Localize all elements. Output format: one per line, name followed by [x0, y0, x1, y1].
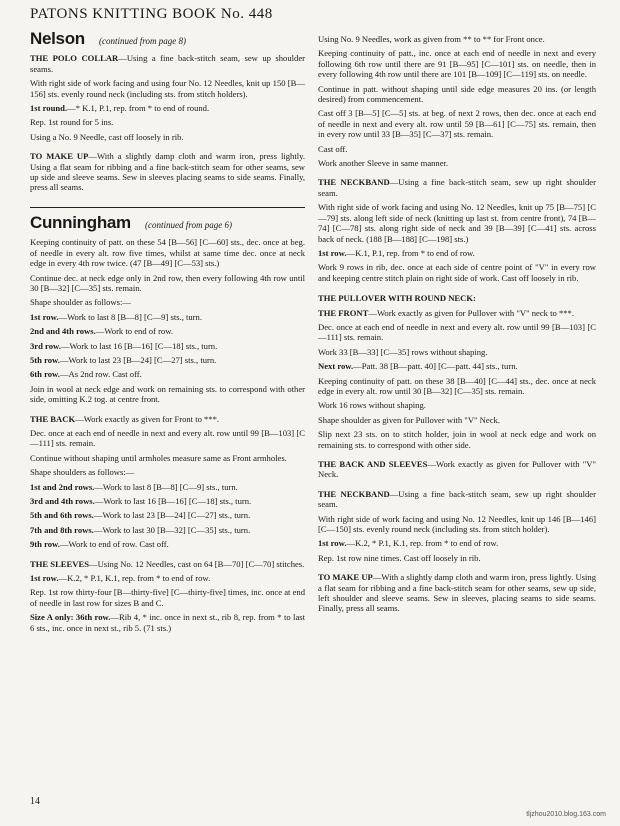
paragraph	[318, 459, 596, 480]
paragraph-text: —* K.1, P.1, rep. from * to end of round.	[67, 103, 210, 114]
page-header: PATONS KNITTING BOOK No. 448	[30, 6, 273, 22]
paragraph: With right side of work facing and using No. 12 Needles, knit up 75 [B—75] [C—79] sts. along left side of neck (knitting up last st. from centre front), 74 [B—74] [C—78] sts. along right side of neck and 39 [B—39] [C—41] sts. across back of neck. (188 [B—188] [C—198] sts.)	[318, 202, 596, 244]
paragraph-text: —Work exactly as given for Pullover with "V" Neck.	[318, 459, 596, 480]
paragraph	[30, 496, 305, 506]
paragraph-text: —Rib 4, * inc. once in next st., rib 8, rep. from * to last 6 sts., inc. once in next st., rib 5. (71 sts.)	[30, 612, 305, 633]
row-label: Next row.	[318, 361, 354, 372]
section-heading: THE SLEEVES	[30, 558, 89, 569]
paragraph	[318, 572, 596, 614]
row-label: 5th and 6th rows.	[30, 510, 94, 521]
section-heading: THE FRONT	[318, 307, 369, 318]
row-label: 7th and 8th rows.	[30, 524, 94, 535]
paragraph	[30, 482, 305, 492]
paragraph-text: —K.2, * P.1, K.1, rep. from * to end of row.	[58, 573, 211, 584]
paragraph	[30, 573, 305, 583]
cunningham-title: Cunningham	[30, 212, 131, 232]
paragraph: Rep. 1st row nine times. Cast off loosely in rib.	[318, 552, 481, 563]
paragraph: Work 33 [B—33] [C—35] rows without shaping.	[318, 346, 488, 357]
paragraph-text: —With a slightly damp cloth and warm iron, press lightly. Using a flat seam for ribbing and a fine back-stitch seam for other seams, sew up side, left shoulder and sleeve seams. Sew in sleeves, placing seams to side seams. Finally, press all seams.	[318, 572, 597, 614]
row-label: 3rd row.	[30, 340, 61, 351]
row-label: 1st row.	[30, 311, 59, 322]
paragraph-text: —Work to last 30 [B—32] [C—35] sts., turn.	[93, 524, 251, 535]
paragraph: Keeping continuity of patt. on these 54 [B—56] [C—60] sts., dec. once at beg. of needle in every alt. row five times, whilst at same time dec. once at neck edge in every 4th row twice. (47 [B—49] [C—53] sts.)	[30, 237, 305, 269]
paragraph: With right side of work facing and using four No. 12 Needles, knit up 150 [B—156] sts. evenly round neck (including sts. from stitch holders).	[30, 78, 305, 99]
paragraph: Continue in patt. without shaping until side edge measures 20 ins. (or length desired) from commencement.	[318, 83, 596, 105]
paragraph: Cast off 3 [B—5] [C—5] sts. at beg. of next 2 rows, then dec. once at each end of needle in next and every alt. row until 59 [B—61] [C—75] sts. remain, then in every row until 33 [B—35] [C—37] sts. remain.	[318, 108, 596, 140]
row-label: 5th row.	[30, 354, 60, 365]
paragraph	[318, 308, 596, 318]
section-heading: THE BACK AND SLEEVES	[318, 459, 428, 469]
paragraph: Keeping continuity of patt. on these 38 [B—40] [C—44] sts., dec. once at neck edge in every alt. row until 30 [B—32] [C—35] sts. remain.	[318, 375, 596, 396]
paragraph: Work another Sleeve in same manner.	[318, 158, 449, 169]
paragraph	[30, 355, 305, 365]
paragraph	[30, 525, 305, 535]
row-label: 1st row.	[318, 247, 347, 258]
paragraph: Work 9 rows in rib, dec. once at each side of centre point of "V" in every row and keeping centre stitch plain on right side of work. Cast off loosely in rib.	[318, 262, 596, 283]
paragraph: Shape shoulder as follows:—	[30, 297, 131, 308]
paragraph-text: —Work to last 8 [B—8] [C—9] sts., turn.	[58, 311, 202, 322]
paragraph-text: —Work to end of row. Cast off.	[59, 539, 169, 550]
paragraph: Using No. 9 Needles, work as given from ** to ** for Front once.	[318, 34, 545, 44]
paragraph-text: —K.1, P.1, rep. from * to end of row.	[346, 247, 475, 258]
row-label: 1st row.	[30, 573, 59, 584]
paragraph: With right side of work facing and using No. 12 Needles, knit up 146 [B—146] [C—150] sts. evenly round neck (including sts. from stitch holder).	[318, 513, 596, 535]
paragraph-text: —Work to last 23 [B—24] [C—27] sts., turn.	[59, 354, 217, 365]
paragraph: Shape shoulders as follows:—	[30, 467, 135, 478]
paragraph	[30, 53, 305, 74]
section-heading: TO MAKE UP	[318, 572, 373, 583]
paragraph-text: —Work to last 16 [B—16] [C—18] sts., turn.	[60, 340, 218, 351]
cunningham-heading	[30, 212, 305, 232]
section-heading: TO MAKE UP	[30, 151, 89, 162]
paragraph: Rep. 1st row thirty-four [B—thirty-five] [C—thirty-five] times, inc. once at end of needle in last row for sizes B and C.	[30, 587, 305, 608]
paragraph	[30, 612, 305, 633]
paragraph-text: —Using a fine back-stitch seam, sew up shoulder seams.	[30, 53, 306, 74]
paragraph: Shape shoulder as given for Pullover with "V" Neck.	[318, 414, 500, 425]
paragraph	[30, 326, 305, 336]
paragraph: Continue dec. at neck edge only in 2nd row, then every following 4th row until 30 [B—32] [C—35] sts. remain.	[30, 272, 305, 293]
paragraph	[30, 312, 305, 322]
section-heading: THE POLO COLLAR	[30, 53, 119, 64]
paragraph: Dec. once at each end of needle in next and every alt. row until 99 [B—103] [C—111] sts. remain.	[318, 321, 596, 343]
paragraph-text: —Patt. 38 [B—patt. 40] [C—patt. 44] sts., turn.	[353, 361, 518, 372]
paragraph-text: —Using a fine back-stitch seam, sew up right shoulder seam.	[318, 488, 596, 510]
row-label: 6th row.	[30, 369, 60, 380]
paragraph: Cast off.	[318, 143, 348, 154]
paragraph	[318, 248, 596, 258]
page-number: 14	[30, 796, 40, 807]
nelson-note: (continued from page 8)	[99, 36, 186, 46]
paragraph: Work 16 rows without shaping.	[318, 400, 426, 411]
section-heading: THE NECKBAND	[318, 488, 390, 499]
paragraph	[30, 151, 305, 193]
paragraph-text: —As 2nd row. Cast off.	[59, 369, 142, 380]
paragraph: Dec. once at each end of needle in next and every alt. row until 99 [B—103] [C—111] sts. remain.	[30, 427, 305, 449]
paragraph: Rep. 1st round for 5 ins.	[30, 117, 114, 128]
paragraph: Keeping continuity of patt., inc. once at each end of needle in next and every following 6th row until there are 91 [B—95] [C—101] sts. on needle, then in every following 4th row until there are 101 [B—109] [C—119] sts. on needle.	[318, 48, 596, 80]
paragraph-text: —Using a fine back-stitch seam, sew up right shoulder seam.	[318, 177, 596, 198]
paragraph: Join in wool at neck edge and work on remaining sts. to correspond with other side, omitting K.2 tog. at centre front.	[30, 383, 305, 405]
row-label: 9th row.	[30, 539, 60, 550]
row-label: 1st row.	[318, 538, 347, 549]
paragraph	[318, 177, 596, 198]
watermark-credit: tljzhou2010.blog.163.com	[526, 811, 606, 818]
paragraph-text: —K.2, * P.1, K.1, rep. from * to end of row.	[346, 538, 499, 549]
row-label: 1st and 2nd rows.	[30, 481, 95, 492]
nelson-title: Nelson	[30, 29, 85, 48]
cunningham-note: (continued from page 6)	[145, 219, 232, 230]
row-label: 2nd and 4th rows.	[30, 326, 96, 337]
paragraph	[30, 559, 305, 569]
paragraph	[30, 103, 305, 113]
nelson-heading	[30, 29, 305, 48]
paragraph-text: —With a slightly damp cloth and warm iron, press lightly. Using a flat seam for ribbing and a fine back-stitch seam for other seams, sew up side and sleeve seams. Sew in sleeves placing seams to side seams. Finally, press all seams.	[30, 151, 305, 193]
paragraph-text: —Work to end of row.	[95, 326, 174, 337]
paragraph	[318, 489, 596, 510]
left-column	[30, 29, 306, 637]
section-heading: THE NECKBAND	[318, 177, 390, 188]
paragraph	[318, 538, 596, 548]
paragraph: Slip next 23 sts. on to stitch holder, join in wool at neck edge and work on remaining sts. to correspond with other side.	[318, 429, 596, 450]
section-heading: THE BACK	[30, 413, 76, 424]
paragraph	[30, 341, 305, 351]
section-divider	[30, 207, 305, 208]
row-label: 3rd and 4th rows.	[30, 496, 95, 506]
paragraph: Using a No. 9 Needle, cast off loosely in rib.	[30, 131, 184, 142]
right-column	[318, 34, 596, 618]
paragraph-text: —Work to last 23 [B—24] [C—27] sts., turn.	[93, 510, 251, 521]
paragraph	[318, 361, 596, 371]
paragraph: Continue without shaping until armholes measure same as Front armholes.	[30, 452, 287, 463]
row-label: Size A only: 36th row.	[30, 612, 111, 623]
paragraph	[30, 369, 305, 379]
paragraph	[30, 414, 305, 424]
paragraph-text: —Work to last 8 [B—8] [C—9] sts., turn.	[94, 481, 238, 492]
paragraph-text: —Work to last 16 [B—16] [C—18] sts., turn.	[94, 496, 252, 506]
paragraph-text: —Work exactly as given for Pullover with "V" neck to ***.	[368, 307, 574, 318]
pullover-heading: THE PULLOVER WITH ROUND NECK:	[318, 293, 476, 304]
paragraph	[30, 539, 305, 549]
paragraph	[30, 510, 305, 520]
paragraph-text: —Using No. 12 Needles, cast on 64 [B—70] [C—70] stitches.	[89, 558, 305, 569]
row-label: 1st round.	[30, 103, 68, 114]
paragraph-text: —Work exactly as given for Front to ***.	[75, 413, 220, 424]
